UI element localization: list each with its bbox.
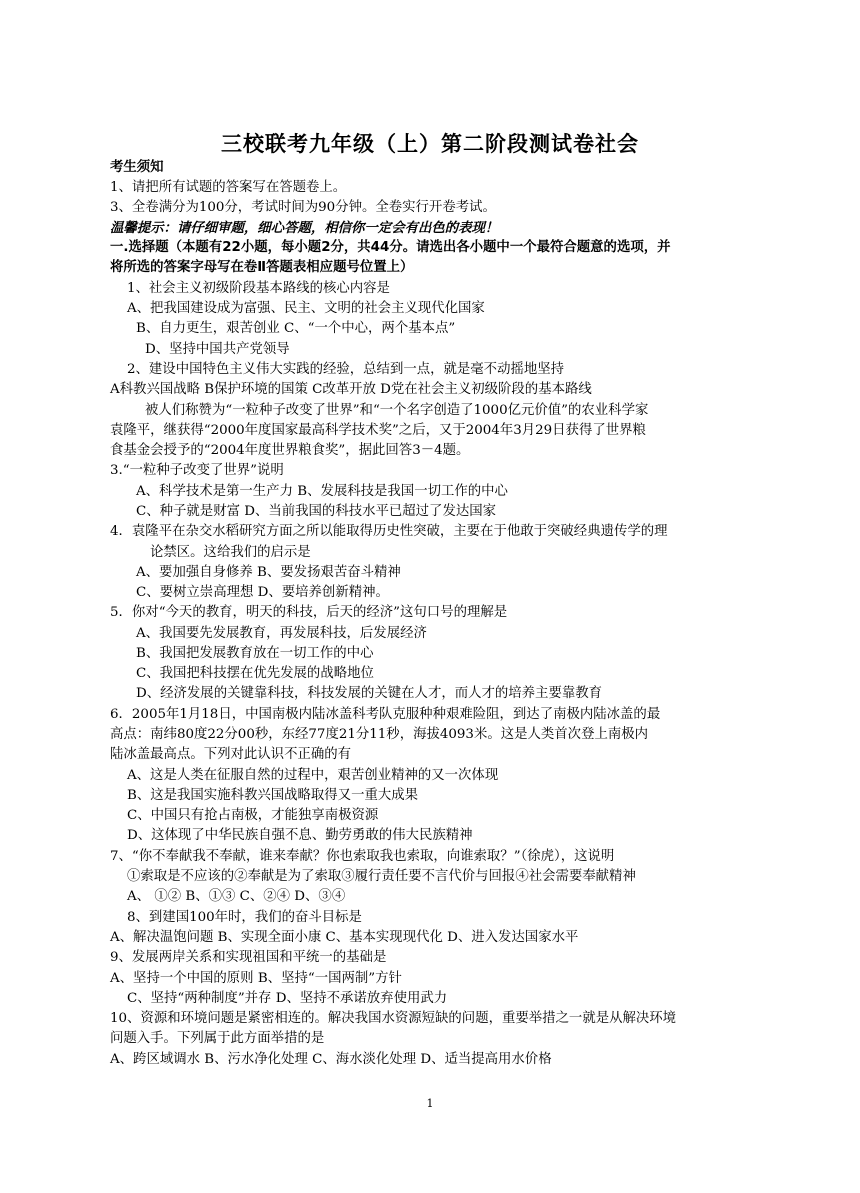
text-line: 陆冰盖最高点。下列对此认识不正确的有 bbox=[110, 747, 352, 762]
text-line: 考生须知 bbox=[110, 160, 164, 175]
text-line: A、要加强自身修养 B、要发扬艰苦奋斗精神 bbox=[136, 565, 401, 580]
text-line: 问题入手。下列属于此方面举措的是 bbox=[110, 1031, 325, 1046]
text-line: 3.“一粒种子改变了世界”说明 bbox=[110, 463, 284, 478]
text-line: 9、发展两岸关系和实现祖国和平统一的基础是 bbox=[110, 950, 387, 965]
text-line: 1、社会主义初级阶段基本路线的核心内容是 bbox=[127, 281, 390, 296]
text-line: 3、全卷满分为100分，考试时间为90分钟。全卷实行开卷考试。 bbox=[110, 200, 496, 215]
text-line: 2、建设中国特色主义伟大实践的经验，总结到一点，就是毫不动摇地坚持 bbox=[127, 362, 565, 377]
text-line: 6．2005年1月18日，中国南极内陆冰盖科考队克服种种艰难险阻，到达了南极内陆冰盖的最 bbox=[110, 707, 661, 722]
text-line: 4．袁隆平在杂交水稻研究方面之所以能取得历史性突破，主要在于他敢于突破经典遗传学的理 bbox=[110, 524, 668, 539]
text-line: A科教兴国战略 B保护环境的国策 C改革开放 D党在社会主义初级阶段的基本路线 bbox=[110, 382, 592, 397]
text-line: C、种子就是财富 D、当前我国的科技水平已超过了发达国家 bbox=[136, 504, 497, 519]
text-line: D、经济发展的关键靠科技，科技发展的关键在人才，而人才的培养主要靠教育 bbox=[136, 686, 603, 701]
text-line: A、我国要先发展教育，再发展科技，后发展经济 bbox=[136, 626, 427, 641]
text-line: 1、请把所有试题的答案写在答题卷上。 bbox=[110, 180, 347, 195]
text-line: 10、资源和环境问题是紧密相连的。解决我国水资源短缺的问题，重要举措之一就是从解决环境 bbox=[110, 1011, 677, 1026]
text-line: 论禁区。这给我们的启示是 bbox=[150, 545, 311, 560]
text-line: 8、到建国100年时，我们的奋斗目标是 bbox=[127, 910, 362, 925]
text-line: C、坚持“两种制度”并存 D、坚持不承诺放弃使用武力 bbox=[127, 991, 448, 1006]
text-line: A、这是人类在征服自然的过程中，艰苦创业精神的又一次体现 bbox=[127, 768, 499, 783]
text-line: 温馨提示：请仔细审题，细心答题，相信你一定会有出色的表现！ bbox=[110, 220, 499, 236]
text-line: 食基金会授予的“2004年度世界粮食奖”，据此回答3－4题。 bbox=[110, 443, 470, 458]
text-line: C、中国只有抢占南极，才能独享南极资源 bbox=[127, 808, 379, 823]
text-line: A、 ①② B、①③ C、②④ D、③④ bbox=[127, 889, 346, 904]
text-line: A、解决温饱问题 B、实现全面小康 C、基本实现现代化 D、进入发达国家水平 bbox=[110, 930, 579, 945]
text-line: C、我国把科技摆在优先发展的战略地位 bbox=[136, 666, 374, 681]
page-title: 三校联考九年级（上）第二阶段测试卷社会 bbox=[221, 132, 639, 156]
text-line: B、我国把发展教育放在一切工作的中心 bbox=[136, 646, 374, 661]
text-line: 7、“你不奉献我不奉献，谁来奉献？你也索取我也索取，向谁索取？”（徐虎），这说明 bbox=[110, 849, 615, 864]
text-line: A、坚持一个中国的原则 B、坚持“一国两制”方针 bbox=[110, 971, 402, 986]
text-line: A、把我国建设成为富强、民主、文明的社会主义现代化国家 bbox=[127, 301, 485, 316]
text-line: 将所选的答案字母写在卷Ⅱ答题表相应题号位置上） bbox=[110, 260, 414, 275]
text-line: 被人们称赞为“一粒种子改变了世界”和“一个名字创造了1000亿元价值”的农业科学家 bbox=[145, 403, 649, 418]
text-line: 一.选择题（本题有22小题，每小题2分，共44分。请选出各小题中一个最符合题意的选项，并 bbox=[110, 240, 671, 255]
text-line: A、跨区域调水 B、污水净化处理 C、海水淡化处理 D、适当提高用水价格 bbox=[110, 1052, 552, 1067]
page-number: 1 bbox=[426, 1097, 434, 1110]
text-line: D、坚持中国共产党领导 bbox=[145, 342, 290, 357]
text-line: C、要树立崇高理想 D、要培养创新精神。 bbox=[136, 585, 389, 600]
text-line: 袁隆平，继获得“2000年度国家最高科学技术奖”之后，又于2004年3月29日获得了世界粮 bbox=[110, 423, 646, 438]
text-line: D、这体现了中华民族自强不息、勤劳勇敢的伟大民族精神 bbox=[127, 828, 473, 843]
text-line: B、这是我国实施科教兴国战略取得又一重大成果 bbox=[127, 788, 419, 803]
text-line: ①索取是不应该的②奉献是为了索取③履行责任要不言代价与回报④社会需要奉献精神 bbox=[127, 869, 636, 884]
text-line: 高点：南纬80度22分00秒，东经77度21分11秒，海拔4093米。这是人类首次登上南极内 bbox=[110, 727, 649, 742]
text-line: 5．你对“今天的教育，明天的科技，后天的经济”这句口号的理解是 bbox=[110, 605, 508, 620]
text-line: B、自力更生，艰苦创业 C、“一个中心，两个基本点” bbox=[136, 321, 456, 336]
text-line: A、科学技术是第一生产力 B、发展科技是我国一切工作的中心 bbox=[136, 484, 508, 499]
